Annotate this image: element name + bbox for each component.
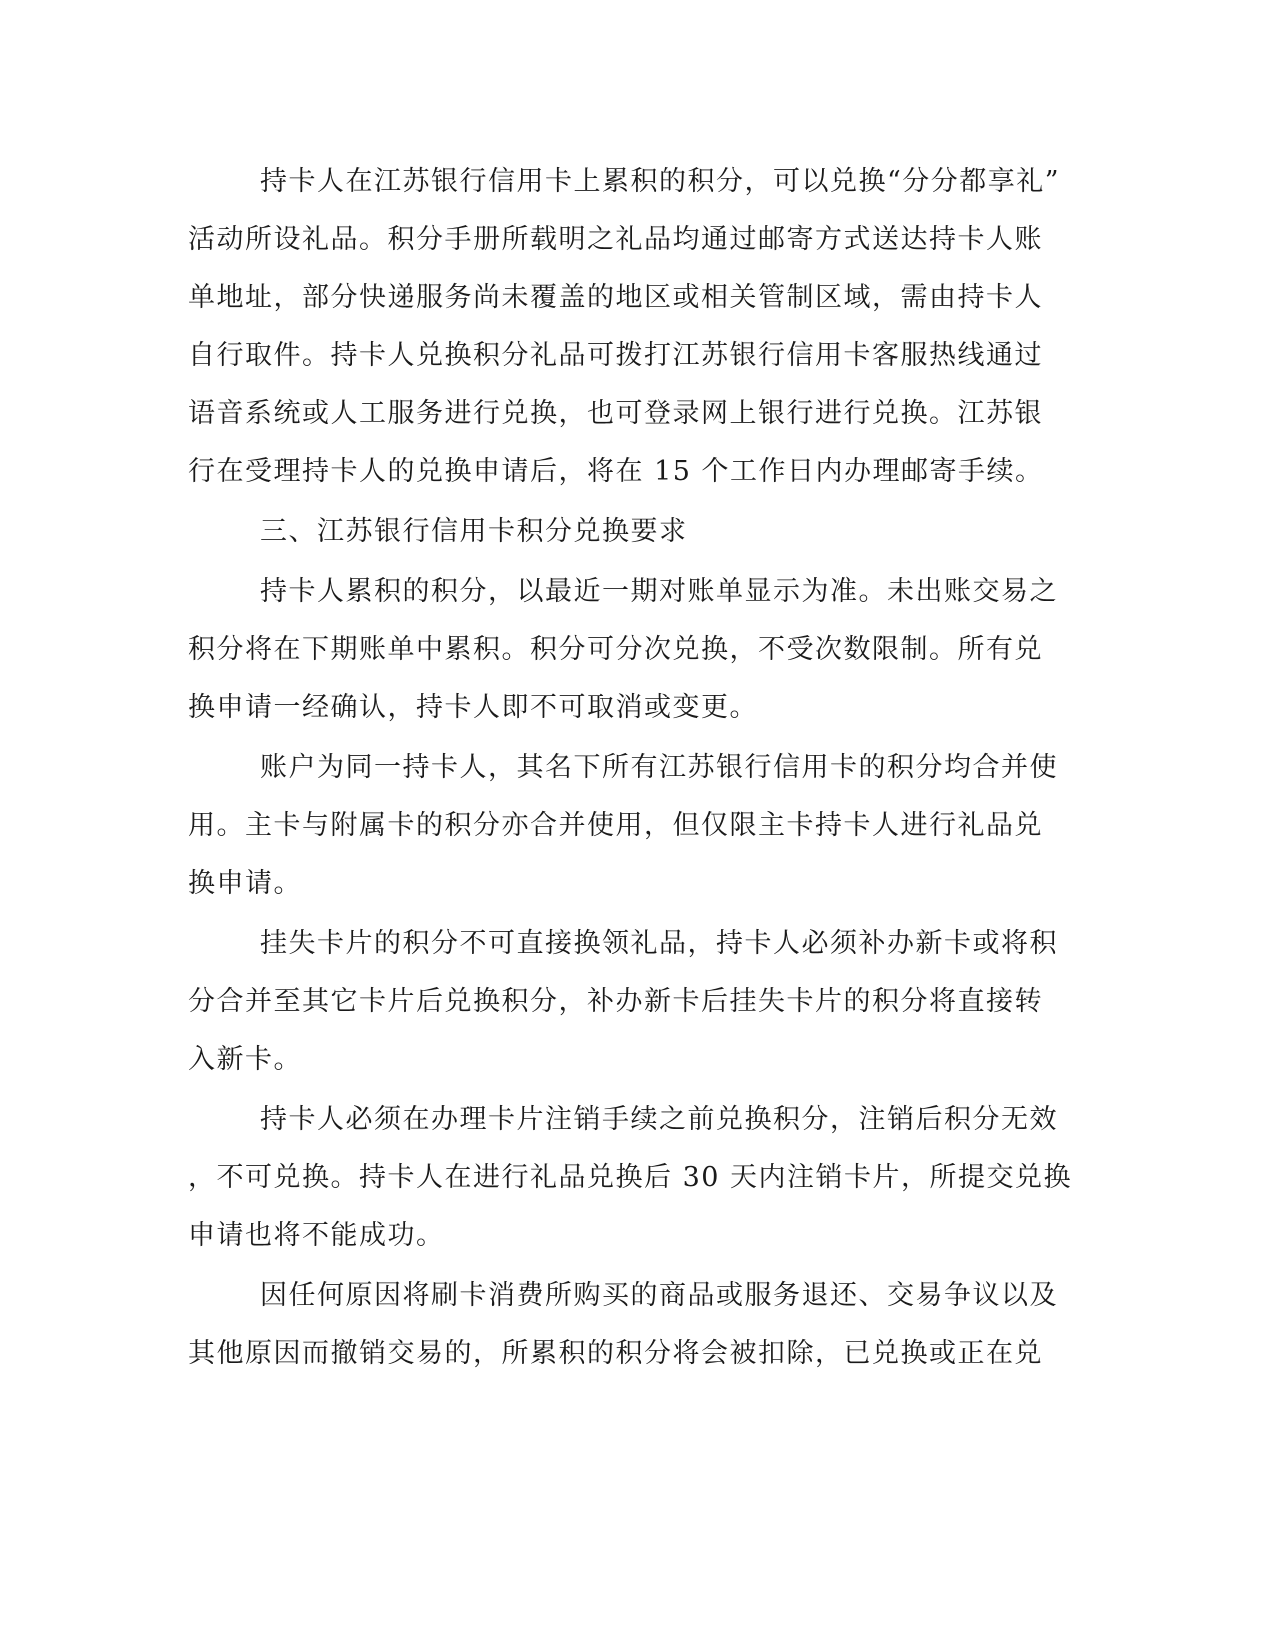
paragraph-line: 持卡人在江苏银行信用卡上累积的积分，可以兑换“分分都享礼”	[260, 166, 1061, 197]
paragraph-line: 因任何原因将刷卡消费所购买的商品或服务退还、交易争议以及	[260, 1280, 1058, 1311]
paragraph-line: 语音系统或人工服务进行兑换，也可登录网上银行进行兑换。江苏银	[188, 398, 1043, 429]
paragraph-line: 单地址，部分快递服务尚未覆盖的地区或相关管制区域，需由持卡人	[188, 282, 1043, 313]
paragraph-line: 持卡人必须在办理卡片注销手续之前兑换积分，注销后积分无效	[260, 1104, 1058, 1135]
paragraph-line: 持卡人累积的积分，以最近一期对账单显示为准。未出账交易之	[260, 576, 1058, 607]
paragraph-line: ，不可兑换。持卡人在进行礼品兑换后 30 天内注销卡片，所提交兑换	[188, 1162, 1073, 1193]
paragraph-line: 账户为同一持卡人，其名下所有江苏银行信用卡的积分均合并使	[260, 752, 1058, 783]
paragraph-line: 用。主卡与附属卡的积分亦合并使用，但仅限主卡持卡人进行礼品兑	[188, 810, 1043, 841]
paragraph-line: 活动所设礼品。积分手册所载明之礼品均通过邮寄方式送达持卡人账	[188, 224, 1043, 255]
paragraph-line: 行在受理持卡人的兑换申请后，将在 15 个工作日内办理邮寄手续。	[188, 456, 1044, 487]
paragraph-line: 积分将在下期账单中累积。积分可分次兑换，不受次数限制。所有兑	[188, 634, 1043, 665]
paragraph-line: 入新卡。	[188, 1044, 302, 1075]
paragraph-line: 挂失卡片的积分不可直接换领礼品，持卡人必须补办新卡或将积	[260, 928, 1058, 959]
paragraph-line: 分合并至其它卡片后兑换积分，补办新卡后挂失卡片的积分将直接转	[188, 986, 1043, 1017]
paragraph-line: 换申请。	[188, 868, 302, 899]
paragraph-line: 申请也将不能成功。	[188, 1220, 445, 1251]
section-heading: 三、江苏银行信用卡积分兑换要求	[260, 516, 688, 547]
paragraph-line: 换申请一经确认，持卡人即不可取消或变更。	[188, 692, 758, 723]
paragraph-line: 其他原因而撤销交易的，所累积的积分将会被扣除，已兑换或正在兑	[188, 1338, 1043, 1369]
paragraph-line: 自行取件。持卡人兑换积分礼品可拨打江苏银行信用卡客服热线通过	[188, 340, 1043, 371]
